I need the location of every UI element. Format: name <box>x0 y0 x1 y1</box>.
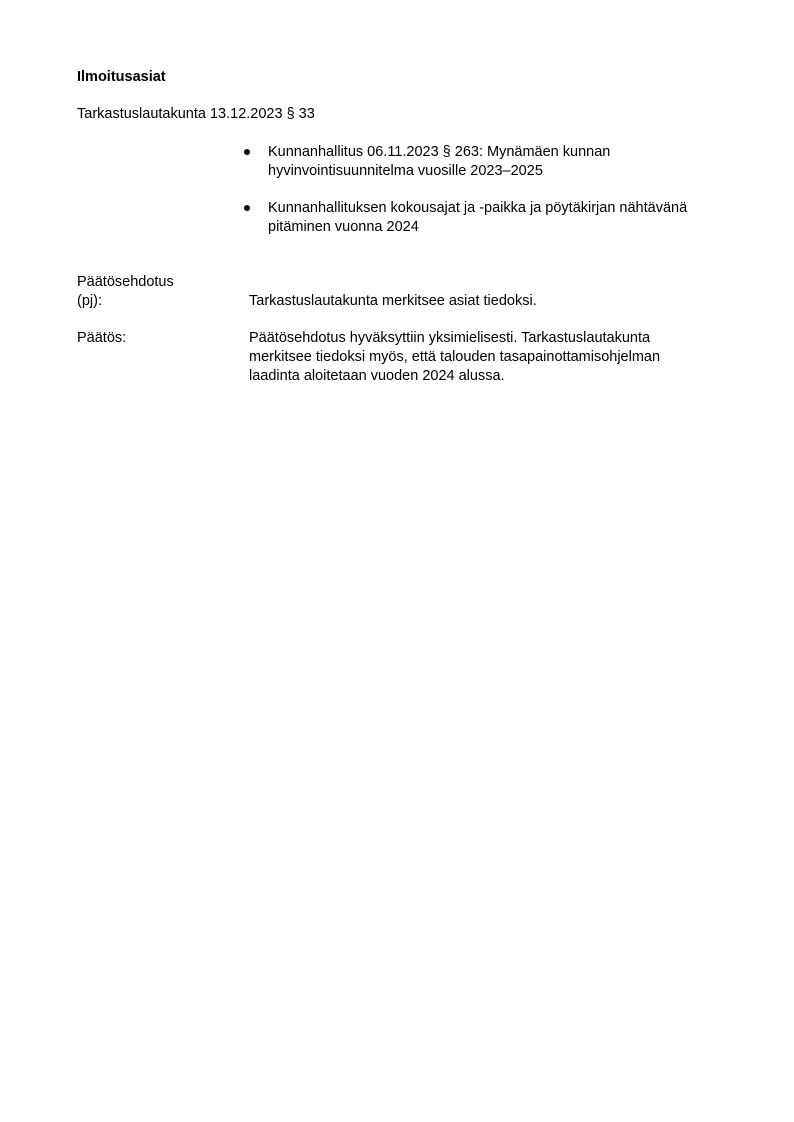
proposal-label <box>77 273 247 311</box>
decision-text-line: laadinta aloitetaan vuoden 2024 alussa. <box>249 368 505 384</box>
decision-label: Päätös: <box>77 330 127 346</box>
list-item-line: hyvinvointisuunnitelma vuosille 2023–2025 <box>268 163 543 179</box>
list-item <box>244 199 744 237</box>
decision-text-line: merkitsee tiedoksi myös, että talouden tasapainottamisohjelman <box>249 349 661 365</box>
list-item-line: pitäminen vuonna 2024 <box>268 219 419 235</box>
document-heading: Ilmoitusasiat <box>77 69 166 85</box>
meeting-reference: Tarkastuslautakunta 13.12.2023 § 33 <box>77 106 315 122</box>
decision-text <box>249 329 719 386</box>
notice-list <box>244 143 744 255</box>
bullet-icon <box>244 205 250 211</box>
list-item-line: Kunnanhallitus 06.11.2023 § 263: Mynämäen kunnan <box>268 144 611 160</box>
list-item <box>244 143 744 181</box>
proposal-text: Tarkastuslautakunta merkitsee asiat tiedoksi. <box>249 293 537 309</box>
bullet-icon <box>244 149 250 155</box>
decision-text-line: Päätösehdotus hyväksyttiin yksimielisesti. Tarkastuslautakunta <box>249 330 651 346</box>
list-item-line: Kunnanhallituksen kokousajat ja -paikka ja pöytäkirjan nähtävänä <box>268 200 688 216</box>
proposal-label-line: Päätösehdotus <box>77 274 174 290</box>
proposal-label-line: (pj): <box>77 293 102 309</box>
